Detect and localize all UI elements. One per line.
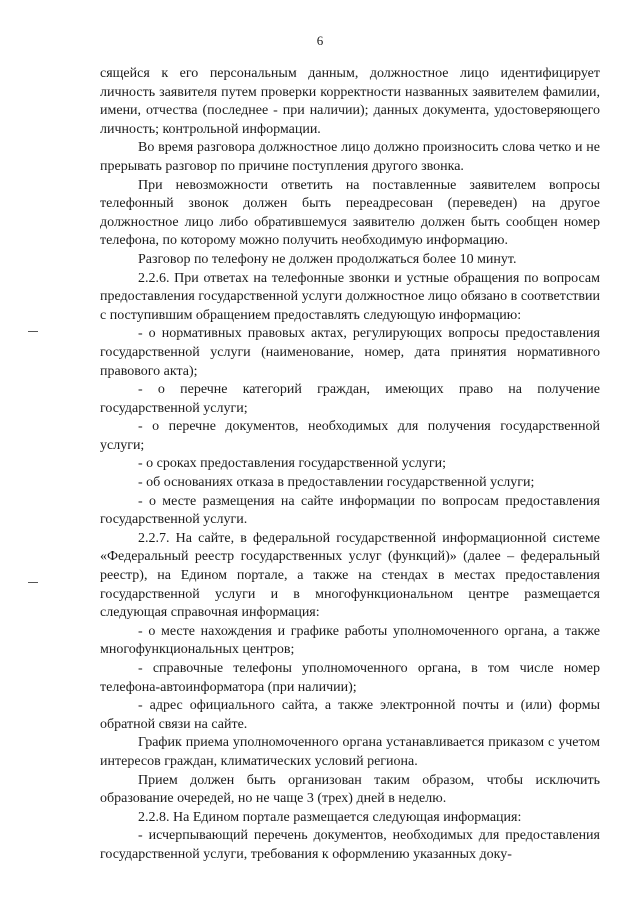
margin-mark (28, 331, 38, 332)
paragraph: - об основаниях отказа в предоставлении государственной услуги; (138, 475, 535, 491)
paragraph: Во время разговора должностное лицо должно произносить слова четко и не прерывать разговор по причине поступления другого звонка. (100, 140, 600, 174)
paragraph: 2.2.8. На Едином портале размещается следующая информация: (138, 809, 522, 825)
paragraph: - о перечне категорий граждан, имеющих право на получение государственной услуги; (100, 382, 600, 416)
paragraph: - о месте размещения на сайте информации по вопросам предоставления государственной услуги. (100, 493, 600, 528)
paragraph: - о перечне документов, необходимых для получения государственной услуги; (100, 419, 600, 453)
paragraph: При невозможности ответить на поставленные заявителем вопросы телефонный звонок должен быть переадресован (переведен) на другое должностное лицо либо обратившемуся заявителю должен быть сообщен номер телефона, по которому можно получить необходимую информацию. (100, 177, 600, 249)
paragraph: сящейся к его персональным данным, должностное лицо идентифицирует личность заявителя путем проверки корректности названных заявителем фамилии, имени, отчества (последнее - при наличии); данных документа, удостоверяющего личность; контрольной информации. (100, 66, 600, 137)
document-body (100, 65, 600, 865)
paragraph: График приема уполномоченного органа устанавливается приказом с учетом интересов граждан, климатических условий региона. (100, 735, 600, 769)
paragraph: Разговор по телефону не должен продолжаться более 10 минут. (138, 251, 517, 267)
paragraph: 2.2.7. На сайте, в федеральной государственной информационной системе «Федеральный реестр государственных услуг (функций)» (далее – федеральный реестр), на Едином портале, а также на стендах в местах предоставления государственной услуги и в многофункциональном центре размещается следующая справочная информация: (100, 530, 600, 621)
paragraph: - о нормативных правовых актах, регулирующих вопросы предоставления государственной услуги (наименование, номер, дата принятия нормативного правового акта); (100, 326, 600, 379)
paragraph: - справочные телефоны уполномоченного органа, в том числе номер телефона-автоинформатора (при наличии); (100, 661, 600, 695)
page-number: 6 (316, 33, 324, 48)
paragraph: - о сроках предоставления государственной услуги; (138, 456, 447, 472)
paragraph: 2.2.6. При ответах на телефонные звонки и устные обращения по вопросам предоставления государственной услуги должностное лицо обязано в соответствии с поступившим обращением предоставлять следующую информацию: (100, 270, 600, 323)
paragraph: - адрес официального сайта, а также электронной почты и (или) формы обратной связи на сайте. (100, 698, 600, 732)
paragraph: Прием должен быть организован таким образом, чтобы исключить образование очередей, но не чаще 3 (трех) дней в неделю. (100, 772, 600, 807)
margin-mark (28, 582, 38, 583)
paragraph: - о месте нахождения и графике работы уполномоченного органа, а также многофункциональных центров; (100, 623, 600, 658)
paragraph: - исчерпывающий перечень документов, необходимых для предоставления государственной услуги, требования к оформлению указанных доку- (100, 828, 600, 862)
